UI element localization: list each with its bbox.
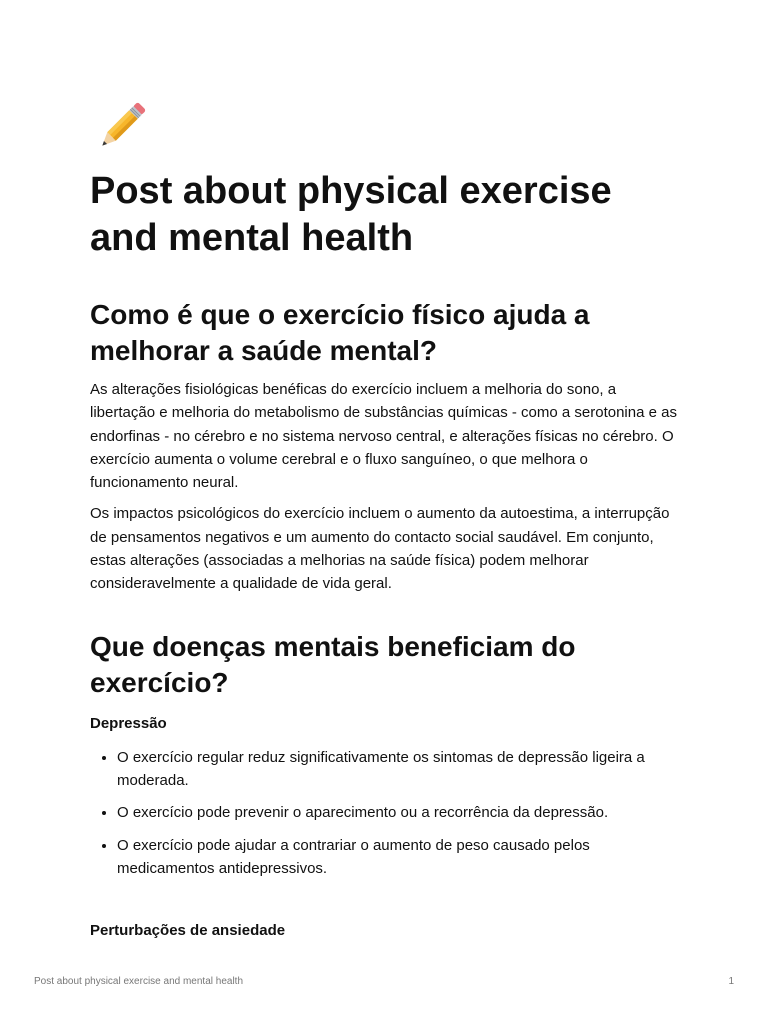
list-item: • O exercício pode prevenir o aparecimento ou a recorrência da depressão.: [117, 801, 678, 824]
paragraph: As alterações fisiológicas benéficas do exercício incluem a melhoria do sono, a libertação e melhoria do metabolismo de substâncias químicas - como a serotonina e as endorfinas - no cérebro e no sistema nervoso central, e alterações físicas no cérebro. O exercício aumenta o volume cerebral e o fluxo sanguíneo, o que melhora o funcionamento neural.: [90, 381, 677, 492]
subheading-depressao: Depressão: [90, 714, 167, 732]
page-title: Post about physical exercise and mental health: [90, 170, 612, 259]
paragraph: Os impactos psicológicos do exercício incluem o aumento da autoestima, a interrupção de pensamentos negativos e um aumento do contacto social saudável. Em conjunto, estas alterações (associadas a melhorias na saúde física) podem melhorar consideravelmente a qualidade de vida geral.: [90, 505, 670, 593]
bullet-list: [90, 746, 678, 880]
list-item: • O exercício pode ajudar a contrariar o aumento de peso causado pelos medicamentos antidepressivos.: [117, 834, 678, 881]
page-number: 1: [728, 976, 734, 987]
section-heading-1: Como é que o exercício físico ajuda a melhorar a saúde mental?: [90, 299, 590, 366]
document-page: [90, 98, 678, 941]
section-heading-2: Que doenças mentais beneficiam do exercício?: [90, 630, 576, 698]
list-item: • O exercício regular reduz significativamente os sintomas de depressão ligeira a moderada.: [117, 746, 678, 793]
pencil-icon: [90, 98, 150, 158]
subheading-ansiedade: Perturbações de ansiedade: [90, 922, 286, 940]
footer-title: Post about physical exercise and mental health: [34, 976, 244, 987]
